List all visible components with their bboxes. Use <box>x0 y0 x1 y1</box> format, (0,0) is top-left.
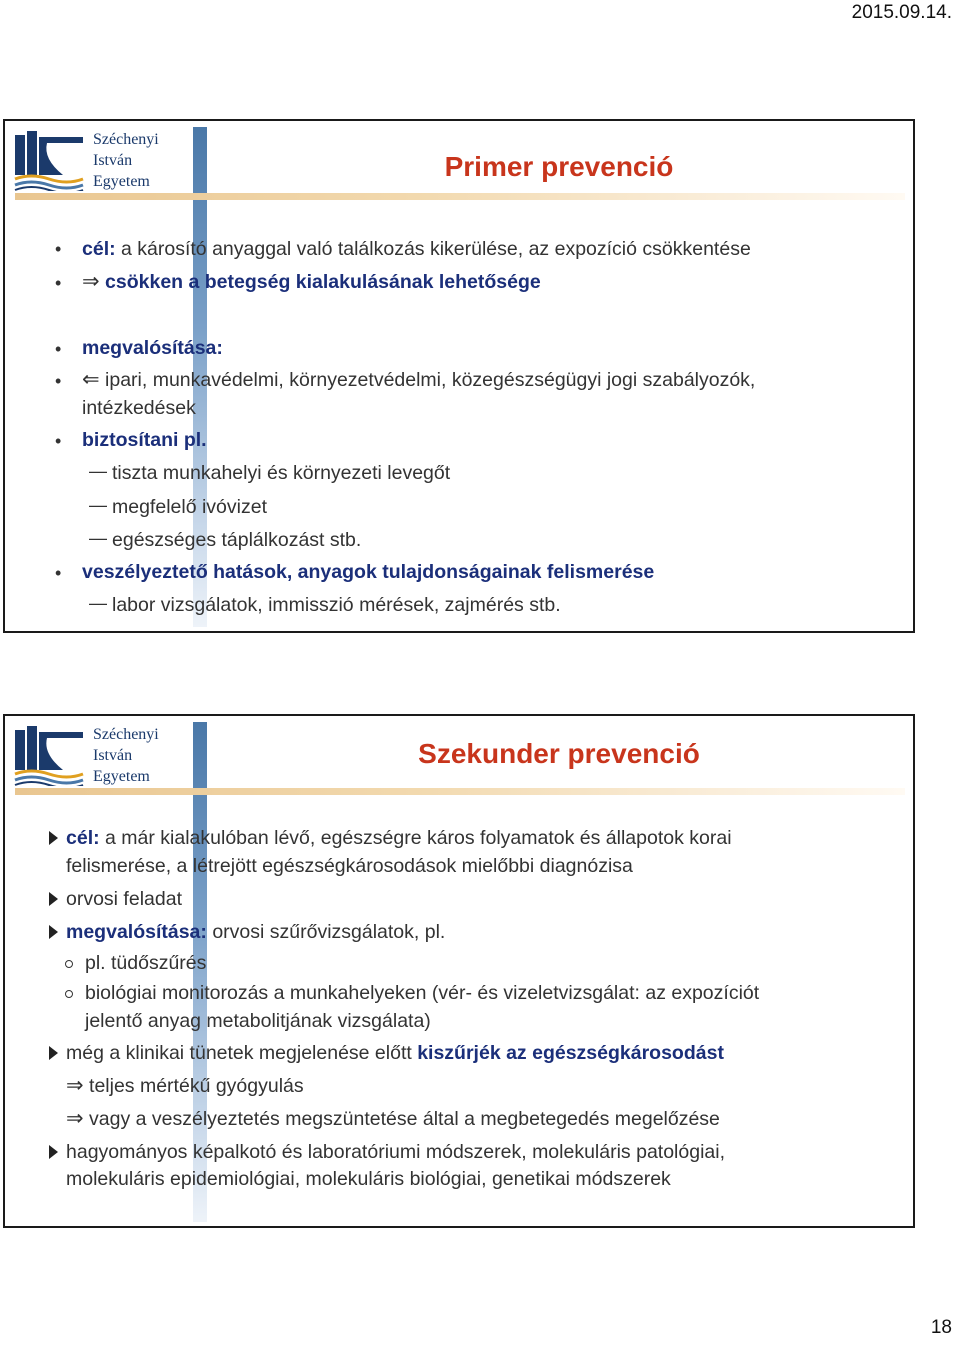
arrow-item-gyogyulas: ⇒ teljes mértékű gyógyulás <box>66 1074 304 1097</box>
sub-item-labor: labor vizsgálatok, immisszió mérések, zajmérés stb. <box>112 594 561 616</box>
slide-primer-prevencio: Széchenyi István Egyetem Primer prevenció • cél: a károsító anyaggal való találkozás kikerülése, az expozíció csökkentése • ⇒ csökken a betegség kialakulásának lehetősége • megvalósítása: • ⇐ ipari, munkavédelmi, környezetvédelmi, közegészségügyi jogi szabályozók, intézkedések • biztosítani pl. — tiszta munkahelyi és környezeti levegőt — megfelelő ivóvizet — egészséges táplálkozást stb. • veszélyeztető hatások, anyagok tulajdonságainak felismerése — labor vizsgálatok, immisszió mérések, zajmérés stb. <box>3 119 915 633</box>
slide-title: Szekunder prevenció <box>418 738 700 769</box>
implies-arrow-icon: ⇒ <box>82 270 100 293</box>
triangle-bullet-icon <box>49 925 58 939</box>
sub-item-monitorozas: biológiai monitorozás a munkahelyeken (vér- és vizeletvizsgálat: az expozíciót <box>85 982 760 1004</box>
triangle-bullet-icon <box>49 1145 58 1159</box>
university-name: Széchenyi István Egyetem <box>93 131 159 190</box>
sub-item-tudoszures: pl. tüdőszűrés <box>85 952 207 974</box>
bullet-szabalyozok-cont: intézkedések <box>82 397 196 419</box>
arrow-item-megelozes: ⇒ vagy a veszélyeztetés megszüntetése által a megbetegedés megelőzése <box>66 1107 720 1130</box>
bullet-cel: cél: a már kialakulóban lévő, egészségre káros folyamatok és állapotok korai <box>66 827 732 849</box>
sub-item-levego: tiszta munkahelyi és környezeti levegőt <box>112 462 451 484</box>
ring-bullet-icon <box>65 960 73 968</box>
implies-arrow-icon: ⇒ <box>66 1074 84 1097</box>
decorative-horizontal-bar <box>15 193 905 200</box>
implies-arrow-icon: ⇒ <box>66 1107 84 1130</box>
sub-item-monitorozas-cont: jelentő anyag metabolitjának vizsgálata) <box>85 1010 431 1032</box>
left-arrow-icon: ⇐ <box>82 368 100 391</box>
bullet-cel: cél: a károsító anyaggal való találkozás kikerülése, az expozíció csökkentése <box>82 238 751 260</box>
decorative-horizontal-bar <box>15 788 905 795</box>
bullet-modszerek-cont: molekuláris epidemiológiai, molekuláris biológiai, genetikai módszerek <box>66 1168 671 1190</box>
sub-item-ivoviz: megfelelő ivóvizet <box>112 496 267 518</box>
page-date: 2015.09.14. <box>851 2 952 23</box>
slide-szekunder-prevencio <box>3 714 915 1228</box>
page-number: 18 <box>930 1317 952 1338</box>
bullet-megvalositasa: megvalósítása: orvosi szűrővizsgálatok, pl. <box>66 921 446 943</box>
bullet-biztositani: biztosítani pl. <box>82 429 207 451</box>
triangle-bullet-icon <box>49 1046 58 1060</box>
slide-title: Primer prevenció <box>444 151 674 182</box>
sub-item-taplalkozas: egészséges táplálkozást stb. <box>112 529 362 551</box>
bullet-modszerek: hagyományos képalkotó és laboratóriumi módszerek, molekuláris patológiai, <box>66 1141 726 1163</box>
university-logo-icon <box>13 129 85 191</box>
bullet-cel-cont: felismerése, a létrejött egészségkárosodások mielőbbi diagnózisa <box>66 855 633 877</box>
triangle-bullet-icon <box>49 831 58 845</box>
bullet-orvosi-feladat: orvosi feladat <box>66 888 182 910</box>
bullet-csokken: ⇒ csökken a betegség kialakulásának lehetősége <box>82 270 541 293</box>
bullet-szabalyozok: ⇐ ipari, munkavédelmi, környezetvédelmi, közegészségügyi jogi szabályozók, <box>82 368 756 391</box>
ring-bullet-icon <box>65 990 73 998</box>
university-logo-icon <box>13 724 85 786</box>
bullet-veszelyezteto: veszélyeztető hatások, anyagok tulajdonságainak felismerése <box>82 561 655 583</box>
university-name: Széchenyi István Egyetem <box>93 726 159 785</box>
bullet-megvalositasa: megvalósítása: <box>82 337 223 359</box>
triangle-bullet-icon <box>49 892 58 906</box>
bullet-klinikai-tunetek: még a klinikai tünetek megjelenése előtt kiszűrjék az egészségkárosodást <box>66 1042 724 1064</box>
